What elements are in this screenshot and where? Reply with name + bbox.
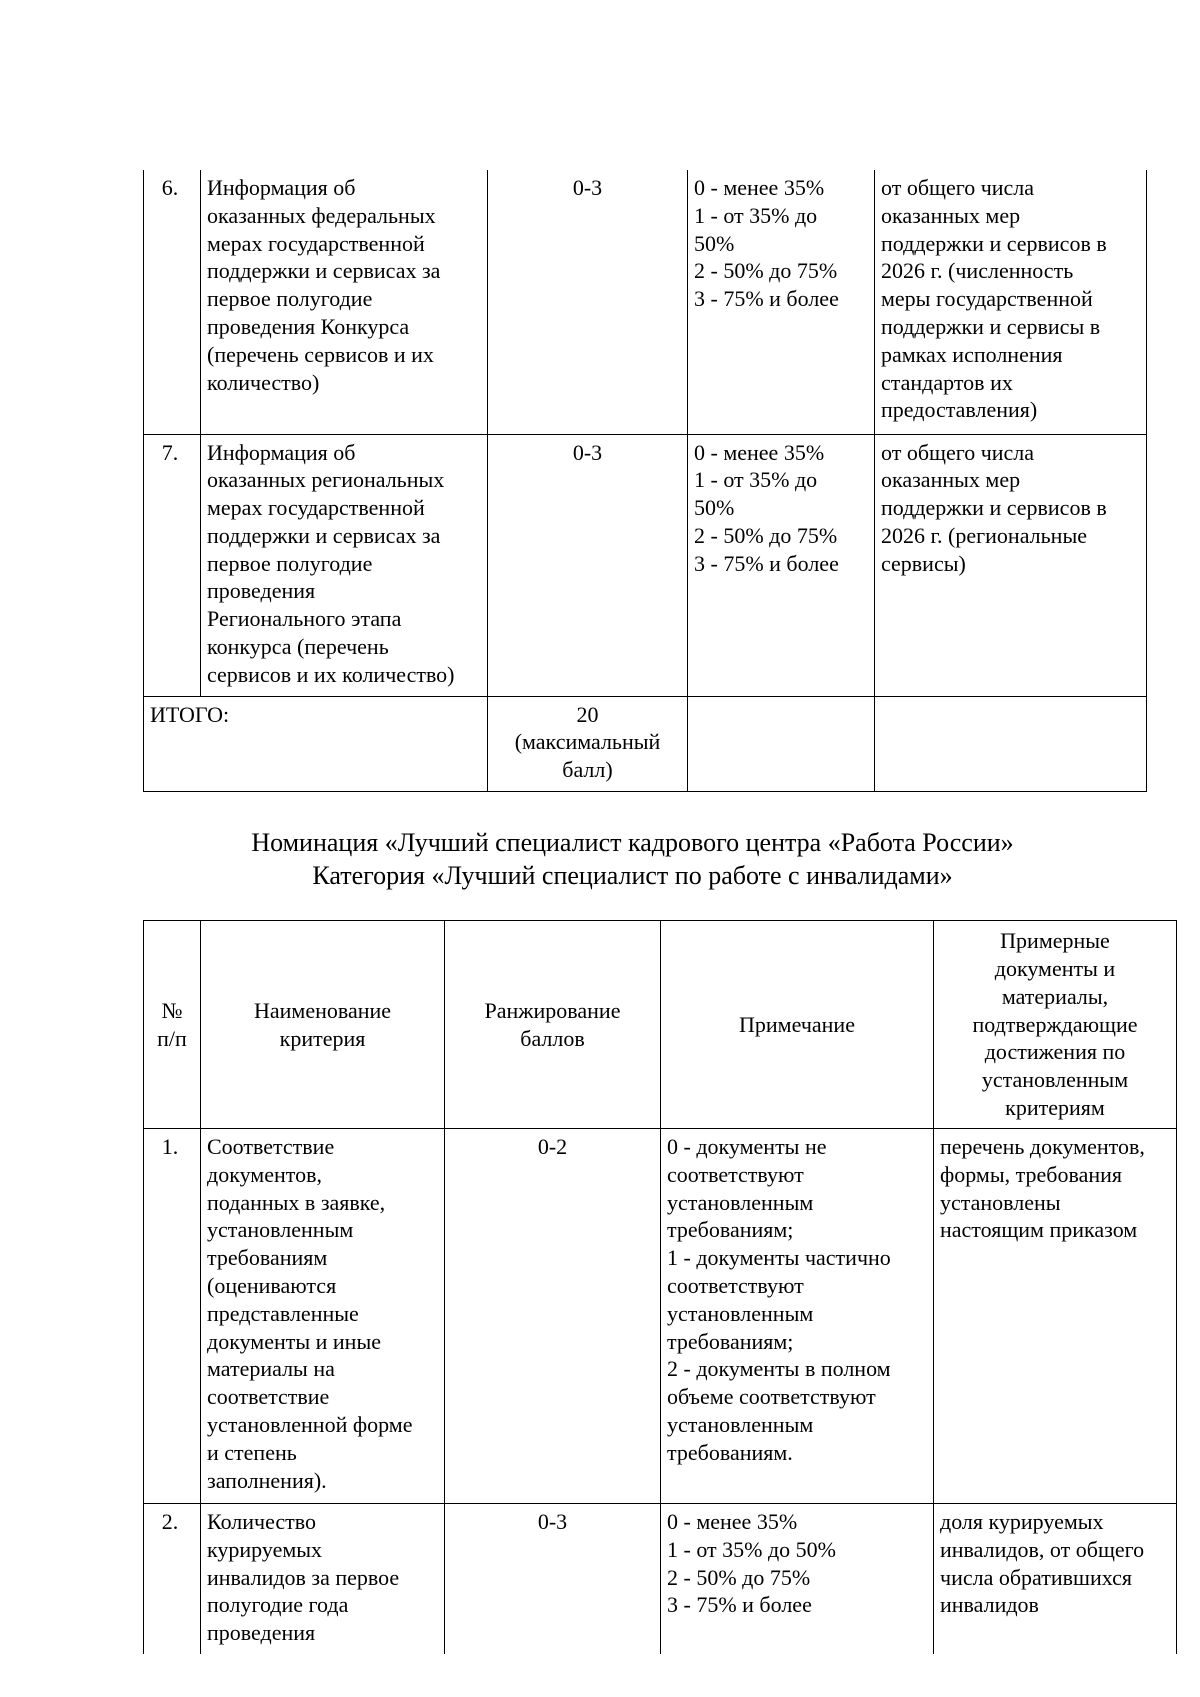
- table-header-row: [144, 921, 1177, 1129]
- criteria-table: [143, 920, 1177, 1654]
- header-note: Примечание: [661, 921, 934, 1129]
- table-row: [144, 1504, 1177, 1654]
- criterion-note: 0 - менее 35% 1 - от 35% до 50% 2 - 50% до 75% 3 - 75% и более: [661, 1504, 934, 1654]
- criterion-note: от общего числа оказанных мер поддержки и сервисов в 2026 г. (региональные сервисы): [875, 434, 1147, 696]
- score-range: 0-3: [445, 1504, 661, 1654]
- criterion-note: от общего числа оказанных мер поддержки и сервисов в 2026 г. (численность меры государственной поддержки и сервисы в рамках исполнения стандартов их предоставления): [875, 170, 1147, 434]
- header-documents: Примерные документы и материалы, подтверждающие достижения по установленным критериям: [934, 921, 1177, 1129]
- header-number: № п/п: [144, 921, 201, 1129]
- criterion-name: Соответствие документов, поданных в заявке, установленным требованиям (оцениваются представленные документы и иные материалы на соответствие установленной форме и степень заполнения).: [201, 1129, 445, 1504]
- row-number: 2.: [144, 1504, 201, 1654]
- supporting-documents: перечень документов, формы, требования установлены настоящим приказом: [934, 1129, 1177, 1504]
- header-criterion-name: Наименование критерия: [201, 921, 445, 1129]
- nomination-title: Номинация «Лучший специалист кадрового центра «Работа России»: [251, 828, 1014, 857]
- total-value: 20 (максимальный балл): [488, 696, 688, 791]
- criteria-table-continued: [143, 170, 1147, 792]
- criterion-name: Информация об оказанных региональных мерах государственной поддержки и сервисах за первое полугодие проведения Регионального этапа конкурса (перечень сервисов и их количество): [201, 434, 488, 696]
- supporting-documents: доля курируемых инвалидов, от общего числа обратившихся инвалидов: [934, 1504, 1177, 1654]
- row-number: 6.: [144, 170, 201, 434]
- row-number: 1.: [144, 1129, 201, 1504]
- total-label: ИТОГО:: [144, 696, 488, 791]
- score-range: 0-3: [488, 434, 688, 696]
- criterion-note: 0 - документы не соответствуют установленным требованиям; 1 - документы частично соответствуют установленным требованиям; 2 - документы в полном объеме соответствуют установленным требованиям.: [661, 1129, 934, 1504]
- total-empty-cell: [875, 696, 1147, 791]
- criterion-name: Информация об оказанных федеральных мерах государственной поддержки и сервисах за первое полугодие проведения Конкурса (перечень сервисов и их количество): [201, 170, 488, 434]
- score-ranking: 0 - менее 35% 1 - от 35% до 50% 2 - 50% до 75% 3 - 75% и более: [688, 170, 875, 434]
- score-range: 0-3: [488, 170, 688, 434]
- score-ranking: 0 - менее 35% 1 - от 35% до 50% 2 - 50% до 75% 3 - 75% и более: [688, 434, 875, 696]
- table-row: [144, 1129, 1177, 1504]
- header-score-ranking: Ранжирование баллов: [445, 921, 661, 1129]
- score-range: 0-2: [445, 1129, 661, 1504]
- table-row: [144, 434, 1147, 696]
- row-number: 7.: [144, 434, 201, 696]
- category-title: Категория «Лучший специалист по работе с инвалидами»: [312, 861, 953, 890]
- total-row: [144, 696, 1147, 791]
- total-empty-cell: [688, 696, 875, 791]
- criterion-name: Количество курируемых инвалидов за первое полугодие года проведения: [201, 1504, 445, 1654]
- table-row: [144, 170, 1147, 434]
